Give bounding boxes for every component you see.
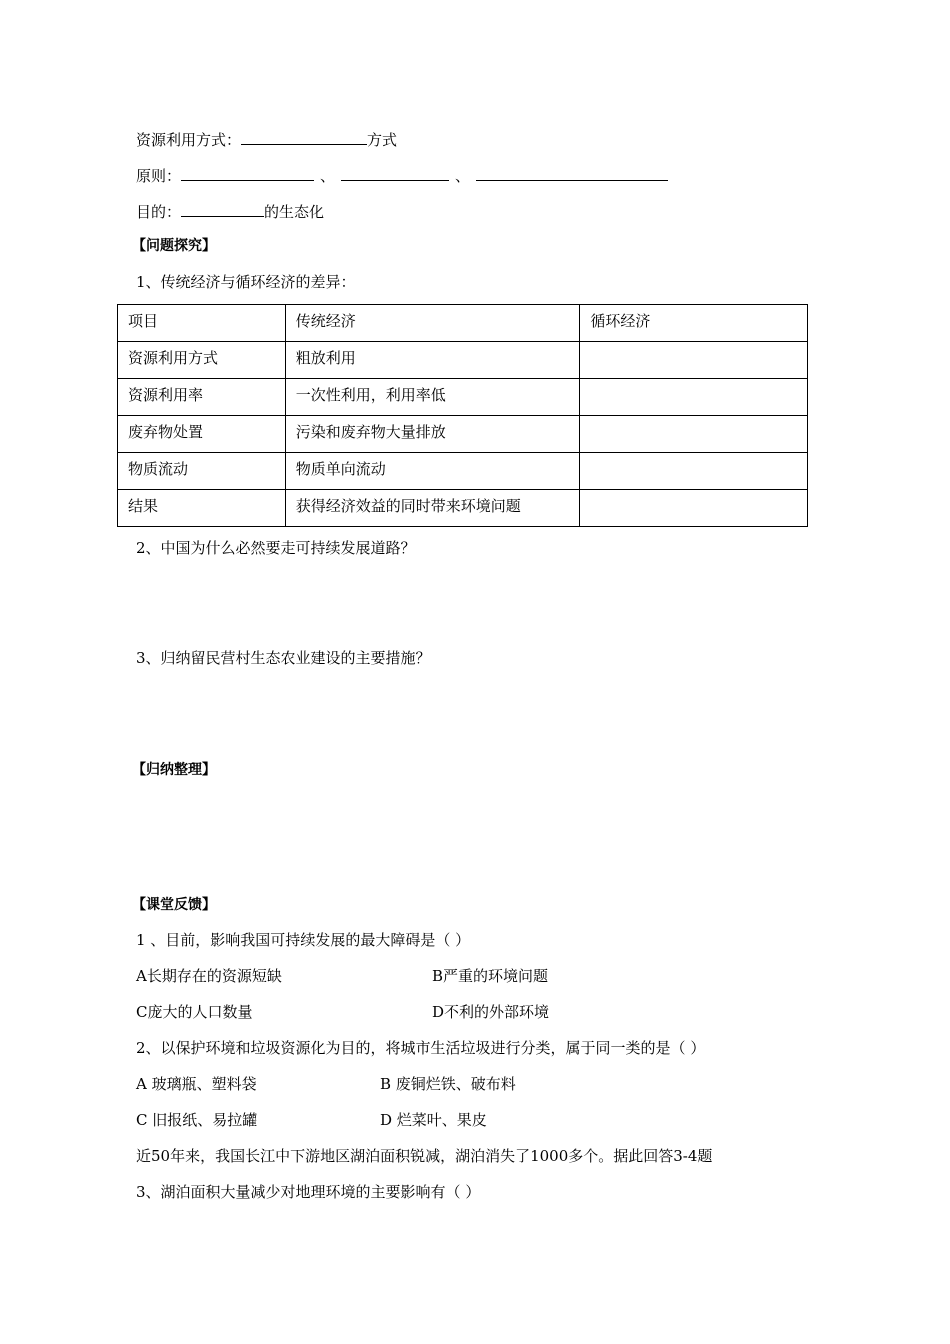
- table-cell-blank[interactable]: [580, 379, 808, 416]
- table-cell: 结果: [118, 490, 286, 527]
- principle-line: [136, 164, 668, 186]
- table-cell: 废弃物处置: [118, 416, 286, 453]
- table-row: [118, 416, 808, 453]
- feedback-q2: 2、以保护环境和垃圾资源化为目的，将城市生活垃圾进行分类，属于同一类的是（ ）: [136, 1039, 706, 1057]
- table-cell: 污染和废弃物大量排放: [285, 416, 580, 453]
- purpose-line: [136, 200, 324, 222]
- feedback-q1-option-d[interactable]: D不利的外部环境: [432, 1003, 550, 1021]
- feedback-q2-option-c[interactable]: C 旧报纸、易拉罐: [136, 1111, 258, 1129]
- table-cell: 获得经济效益的同时带来环境问题: [285, 490, 580, 527]
- resource-use-blank[interactable]: [241, 128, 367, 145]
- summary-heading: 【归纳整理】: [132, 762, 216, 778]
- inquiry-q2: 2、中国为什么必然要走可持续发展道路？: [136, 539, 416, 557]
- resource-use-suffix: 方式: [367, 131, 398, 149]
- table-cell-blank[interactable]: [580, 453, 808, 490]
- table-row: [118, 379, 808, 416]
- feedback-q1-option-a[interactable]: A长期存在的资源短缺: [136, 967, 282, 985]
- principle-blank-2[interactable]: [341, 164, 449, 181]
- table-header-row: [118, 305, 808, 342]
- table-header-cell: 项目: [118, 305, 286, 342]
- table-cell: 资源利用率: [118, 379, 286, 416]
- feedback-q2-option-b[interactable]: B 废铜烂铁、破布料: [380, 1075, 516, 1093]
- feedback-q2-option-a[interactable]: A 玻璃瓶、塑料袋: [136, 1075, 257, 1093]
- principle-label: 原则：: [136, 167, 182, 185]
- table-cell: 物质流动: [118, 453, 286, 490]
- principle-blank-3[interactable]: [476, 164, 668, 181]
- table-header-cell: 传统经济: [285, 305, 580, 342]
- feedback-intro: 近50年来，我国长江中下游地区湖泊面积锐减，湖泊消失了1000多个。据此回答3-4题: [136, 1147, 713, 1165]
- feedback-q1-option-c[interactable]: C庞大的人口数量: [136, 1003, 253, 1021]
- feedback-q1-option-b[interactable]: B严重的环境问题: [432, 967, 549, 985]
- purpose-suffix: 的生态化: [264, 203, 325, 221]
- table-header-cell: 循环经济: [580, 305, 808, 342]
- table-row: [118, 342, 808, 379]
- resource-use-label: 资源利用方式：: [136, 131, 242, 149]
- principle-separator-2: 、: [455, 167, 471, 185]
- inquiry-heading: 【问题探究】: [132, 238, 216, 254]
- principle-blank-1[interactable]: [181, 164, 314, 181]
- table-cell: 物质单向流动: [285, 453, 580, 490]
- table-row: [118, 490, 808, 527]
- table-cell-blank[interactable]: [580, 342, 808, 379]
- table-cell: 资源利用方式: [118, 342, 286, 379]
- table-cell-blank[interactable]: [580, 416, 808, 453]
- principle-separator-1: 、: [320, 167, 336, 185]
- feedback-heading: 【课堂反馈】: [132, 897, 216, 913]
- table-cell: 粗放利用: [285, 342, 580, 379]
- feedback-q2-option-d[interactable]: D 烂菜叶、果皮: [380, 1111, 487, 1129]
- inquiry-q1: 1、传统经济与循环经济的差异：: [136, 273, 356, 291]
- purpose-blank[interactable]: [181, 200, 264, 217]
- table-cell: 一次性利用，利用率低: [285, 379, 580, 416]
- table-row: [118, 453, 808, 490]
- inquiry-q3: 3、归纳留民营村生态农业建设的主要措施？: [136, 649, 431, 667]
- purpose-label: 目的：: [136, 203, 182, 221]
- feedback-q1: 1 、目前，影响我国可持续发展的最大障碍是（ ）: [136, 931, 471, 949]
- comparison-table: [117, 304, 808, 527]
- table-cell-blank[interactable]: [580, 490, 808, 527]
- feedback-q3: 3、湖泊面积大量减少对地理环境的主要影响有（ ）: [136, 1183, 481, 1201]
- resource-use-line: [136, 128, 397, 150]
